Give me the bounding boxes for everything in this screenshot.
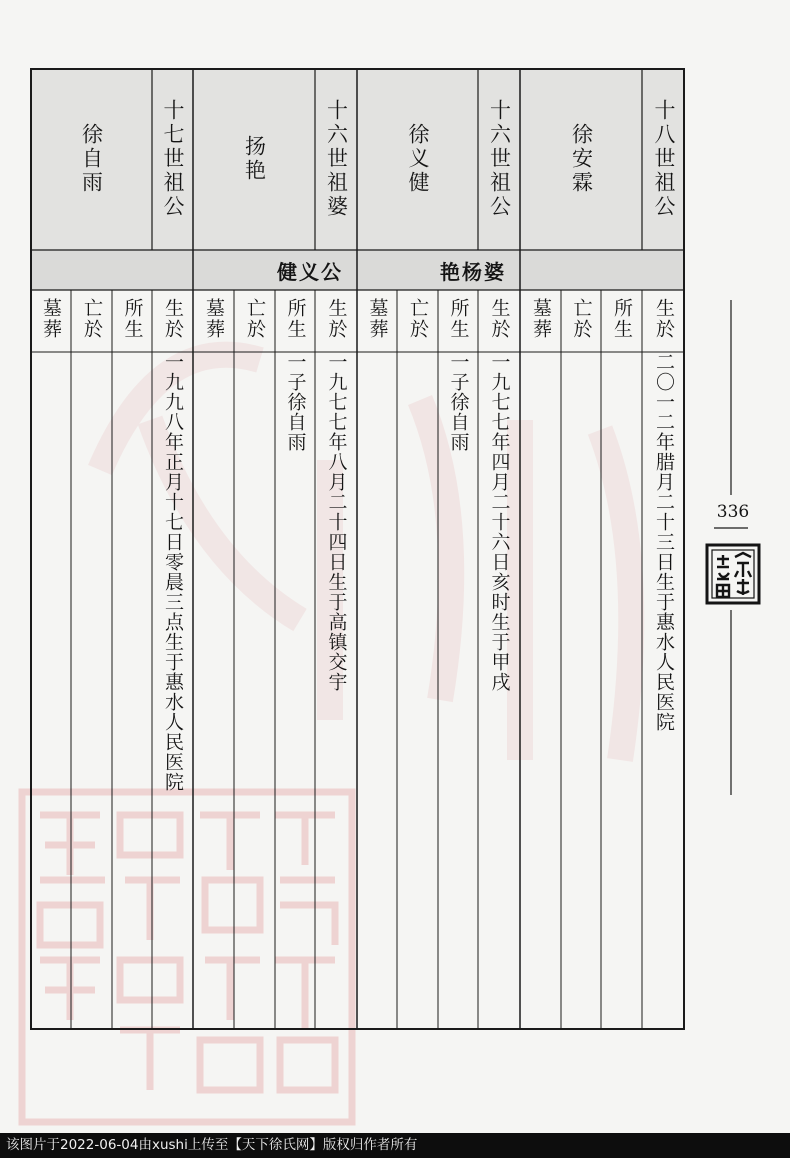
label-born: 生於 xyxy=(488,298,511,340)
label-burial: 墓葬 xyxy=(530,298,552,340)
label-children: 所生 xyxy=(447,298,470,340)
label-died: 亡於 xyxy=(244,298,266,340)
generation-title: 十六世祖婆 xyxy=(324,99,349,219)
born-value: 二〇一二年腊月二十三日生于惠水人民医院 xyxy=(653,352,675,732)
person-name: 扬艳 xyxy=(242,135,267,183)
label-died: 亡於 xyxy=(81,298,103,340)
label-burial: 墓葬 xyxy=(366,298,389,340)
genealogy-logo xyxy=(705,543,761,605)
label-children: 所生 xyxy=(121,298,144,340)
born-value: 一九七七年八月二十四日生于高镇交宇 xyxy=(325,352,348,692)
label-born: 生於 xyxy=(653,298,675,340)
person-name: 徐义健 xyxy=(406,123,430,195)
spouse-name: 艳杨婆 xyxy=(440,259,506,284)
label-children: 所生 xyxy=(611,298,633,340)
upload-footer: 该图片于2022-06-04由xushi上传至【天下徐氏网】版权归作者所有 xyxy=(0,1133,790,1158)
label-burial: 墓葬 xyxy=(40,298,62,340)
table-rules xyxy=(30,68,685,1030)
label-children: 所生 xyxy=(284,298,307,340)
generation-title: 十八世祖公 xyxy=(652,99,676,219)
children-value: 一子徐自雨 xyxy=(284,352,307,452)
spouse-name: 健义公 xyxy=(277,259,343,284)
label-died: 亡於 xyxy=(407,298,429,340)
genealogy-table xyxy=(30,68,685,1030)
person-name: 徐自雨 xyxy=(79,123,104,195)
label-born: 生於 xyxy=(325,298,348,340)
label-burial: 墓葬 xyxy=(203,298,225,340)
page-number: 336 xyxy=(716,502,750,522)
born-value: 一九七七年四月二十六日亥时生于甲戌 xyxy=(488,352,511,692)
person-name: 徐安霖 xyxy=(569,123,594,195)
born-value: 一九九八年正月十七日零晨三点生于惠水人民医院 xyxy=(162,352,184,792)
generation-title: 十六世祖公 xyxy=(487,99,512,219)
generation-title: 十七世祖公 xyxy=(161,99,185,219)
label-died: 亡於 xyxy=(570,298,593,340)
label-born: 生於 xyxy=(162,298,184,340)
children-value: 一子徐自雨 xyxy=(447,352,470,452)
